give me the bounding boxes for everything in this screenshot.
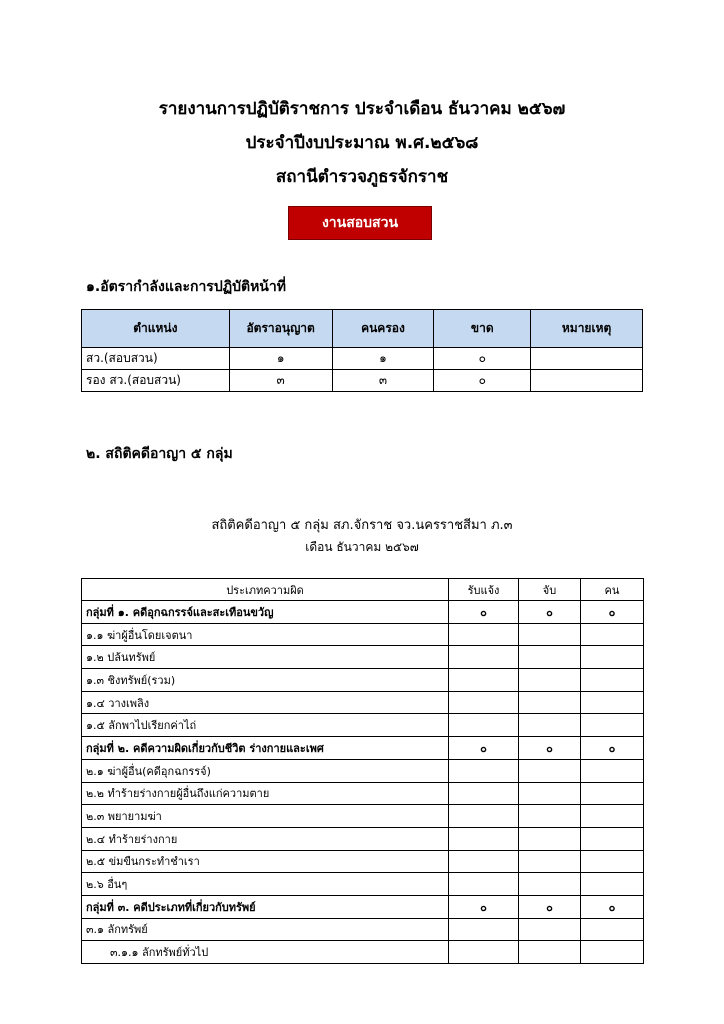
table-row [82, 370, 643, 392]
section-label-investigation: งานสอบสวน [288, 206, 432, 240]
cell-persons: ๐ [581, 895, 644, 918]
table-row [82, 691, 644, 714]
cell-persons [581, 646, 644, 669]
stats-month: เดือน ธันวาคม ๒๕๖๗ [305, 540, 419, 554]
cell-filled: ๑ [332, 348, 434, 370]
cell-arrested [519, 873, 581, 896]
cell-position: รอง สว.(สอบสวน) [82, 370, 230, 392]
cell-offense: ๑.๓ ชิงทรัพย์(รวม) [82, 669, 449, 692]
cell-received: ๐ [449, 895, 519, 918]
cell-arrested [519, 850, 581, 873]
cell-received: ๐ [449, 737, 519, 760]
cell-offense: กลุ่มที่ ๒. คดีความผิดเกี่ยวกับชีวิต ร่างกายและเพศ [82, 737, 449, 760]
header-missing: ขาด [434, 310, 531, 348]
title-line-2: ประจำปีงบประมาณ พ.ศ.๒๕๖๘ [245, 133, 479, 153]
table-row [82, 827, 644, 850]
cell-persons [581, 850, 644, 873]
table-row [82, 918, 644, 941]
table-row [82, 941, 644, 964]
header-allowed: อัตราอนุญาต [229, 310, 332, 348]
header-arrested: จับ [519, 579, 581, 601]
stats-title: สถิติคดีอาญา ๕ กลุ่ม สภ.จักราช จว.นครราชสีมา ภ.๓ [211, 518, 513, 533]
cell-arrested [519, 941, 581, 964]
cell-offense: ๒.๖ อื่นๆ [82, 873, 449, 896]
cell-offense: ๑.๑ ฆ่าผู้อื่นโดยเจตนา [82, 623, 449, 646]
cell-offense: ๓.๑.๑ ลักทรัพย์ทั่วไป [82, 941, 449, 964]
cell-persons [581, 669, 644, 692]
cell-offense: ๑.๒ ปล้นทรัพย์ [82, 646, 449, 669]
title-line-3: สถานีตำรวจภูธรจักราช [275, 167, 449, 187]
table-row [82, 873, 644, 896]
cell-offense: ๒.๕ ข่มขืนกระทำชำเรา [82, 850, 449, 873]
crime-table [81, 578, 644, 964]
cell-allowed: ๑ [229, 348, 332, 370]
group-row [82, 601, 644, 624]
cell-persons [581, 691, 644, 714]
cell-arrested [519, 646, 581, 669]
cell-received [449, 714, 519, 737]
cell-arrested [519, 918, 581, 941]
cell-received [449, 623, 519, 646]
cell-offense: กลุ่มที่ ๑. คดีอุกฉกรรจ์และสะเทือนขวัญ [82, 601, 449, 624]
header-filled: คนครอง [332, 310, 434, 348]
cell-persons [581, 941, 644, 964]
cell-persons [581, 827, 644, 850]
group-row [82, 895, 644, 918]
cell-offense: ๒.๒ ทำร้ายร่างกายผู้อื่นถึงแก่ความตาย [82, 782, 449, 805]
header-remarks: หมายเหตุ [531, 310, 643, 348]
cell-filled: ๓ [332, 370, 434, 392]
cell-offense: ๒.๓ พยายามฆ่า [82, 805, 449, 828]
staff-table-header [82, 310, 643, 348]
cell-received [449, 850, 519, 873]
cell-offense: ๒.๑ ฆ่าผู้อื่น(คดีอุกฉกรรจ์) [82, 759, 449, 782]
cell-arrested [519, 691, 581, 714]
cell-arrested [519, 759, 581, 782]
table-row [82, 669, 644, 692]
cell-allowed: ๓ [229, 370, 332, 392]
cell-persons [581, 623, 644, 646]
cell-missing: ๐ [434, 348, 531, 370]
cell-remarks [531, 348, 643, 370]
cell-offense: กลุ่มที่ ๓. คดีประเภทที่เกี่ยวกับทรัพย์ [82, 895, 449, 918]
cell-remarks [531, 370, 643, 392]
cell-persons: ๐ [581, 737, 644, 760]
table-row [82, 646, 644, 669]
table-row [82, 850, 644, 873]
report-title [0, 92, 724, 194]
cell-received [449, 918, 519, 941]
cell-persons [581, 805, 644, 828]
table-row [82, 805, 644, 828]
header-persons: คน [581, 579, 644, 601]
cell-arrested [519, 669, 581, 692]
cell-received [449, 873, 519, 896]
table-row [82, 623, 644, 646]
cell-offense: ๓.๑ ลักทรัพย์ [82, 918, 449, 941]
cell-persons: ๐ [581, 601, 644, 624]
cell-offense: ๒.๔ ทำร้ายร่างกาย [82, 827, 449, 850]
cell-position: สว.(สอบสวน) [82, 348, 230, 370]
cell-received [449, 805, 519, 828]
table-row [82, 782, 644, 805]
cell-received [449, 941, 519, 964]
heading-crime-stats: ๒. สถิติคดีอาญา ๕ กลุ่ม [86, 446, 233, 462]
header-received: รับแจ้ง [449, 579, 519, 601]
cell-arrested [519, 623, 581, 646]
heading-manpower: ๑.อัตรากำลังและการปฏิบัติหน้าที่ [86, 279, 286, 295]
cell-arrested [519, 714, 581, 737]
cell-offense: ๑.๔ วางเพลิง [82, 691, 449, 714]
cell-arrested [519, 805, 581, 828]
cell-offense: ๑.๕ ลักพาไปเรียกค่าไถ่ [82, 714, 449, 737]
table-row [82, 714, 644, 737]
crime-table-header [82, 579, 644, 601]
cell-missing: ๐ [434, 370, 531, 392]
cell-persons [581, 918, 644, 941]
cell-received [449, 759, 519, 782]
cell-received [449, 827, 519, 850]
staff-table [81, 309, 643, 392]
header-position: ตำแหน่ง [82, 310, 230, 348]
group-row [82, 737, 644, 760]
cell-persons [581, 782, 644, 805]
cell-received [449, 669, 519, 692]
cell-received [449, 646, 519, 669]
cell-received: ๐ [449, 601, 519, 624]
cell-arrested [519, 782, 581, 805]
cell-arrested: ๐ [519, 737, 581, 760]
cell-arrested: ๐ [519, 601, 581, 624]
table-row [82, 348, 643, 370]
cell-arrested [519, 827, 581, 850]
cell-received [449, 782, 519, 805]
cell-persons [581, 714, 644, 737]
cell-persons [581, 873, 644, 896]
table-row [82, 759, 644, 782]
cell-arrested: ๐ [519, 895, 581, 918]
cell-persons [581, 759, 644, 782]
cell-received [449, 691, 519, 714]
title-line-1: รายงานการปฏิบัติราชการ ประจำเดือน ธันวาคม ๒๕๖๗ [158, 99, 566, 119]
header-offense-type: ประเภทความผิด [82, 579, 449, 601]
